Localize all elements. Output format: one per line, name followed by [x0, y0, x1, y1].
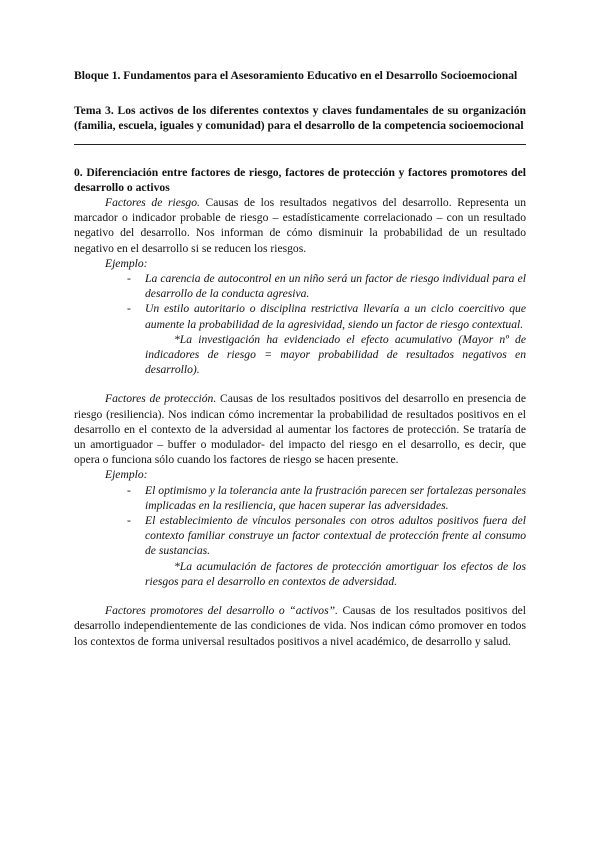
list-item — [74, 513, 526, 559]
promoters-text: Causas de los resultados positivos del desarrollo independientemente de las condiciones de vida. Nos indican cómo promover en todos los contextos de forma universal resultados positivos a nivel académico, de desarrollo y salud. — [74, 604, 526, 648]
promoters-paragraph — [74, 603, 526, 649]
list-item — [74, 271, 526, 301]
risk-factors-paragraph — [74, 195, 526, 256]
bullet-dash: - — [127, 272, 131, 286]
section-title: 0. Diferenciación entre factores de riesgo, factores de protección y factores promotores del desarrollo o activos — [74, 165, 526, 194]
protection-example-label: Ejemplo: — [105, 468, 148, 482]
protection-example-list — [74, 483, 526, 559]
risk-example-label: Ejemplo: — [105, 256, 148, 270]
list-item — [74, 301, 526, 331]
risk-example-text: Un estilo autoritario o disciplina restrictiva llevaría a un ciclo coercitivo que aumente la probabilidad de la agresividad, siendo un factor de riesgo contextual. — [145, 302, 526, 331]
list-item — [74, 483, 526, 513]
protection-factors-paragraph — [74, 391, 526, 467]
title-divider — [74, 144, 526, 145]
protection-factors-term: Factores de protección. — [105, 392, 217, 406]
document-page — [74, 68, 526, 649]
risk-example-list — [74, 271, 526, 332]
risk-factors-text: Causas de los resultados negativos del desarrollo. Representa un marcador o indicador probable de riesgo – estadísticamente correlacionado – con un resultado negativo del desarrollo. Nos informan de cómo disminuir la probabilidad de un resultado negativo en el desarrollo si se reducen los riesgos. — [74, 196, 526, 255]
protection-example-text: El establecimiento de vínculos personales con otros adultos positivos fuera del contexto familiar construye un factor contextual de protección frente al consumo de sustancias. — [145, 514, 526, 558]
bullet-dash: - — [127, 302, 131, 316]
risk-example-text: La carencia de autocontrol en un niño será un factor de riesgo individual para el desarrollo de la conducta agresiva. — [145, 272, 526, 301]
bullet-dash: - — [127, 483, 131, 497]
promoters-term: Factores promotores del desarrollo o “activos”. — [105, 604, 338, 618]
bullet-dash: - — [127, 514, 131, 528]
risk-note: *La investigación ha evidenciado el efecto acumulativo (Mayor nº de indicadores de riesgo = mayor probabilidad de resultados negativos en desarrollo). — [145, 332, 526, 377]
protection-note: *La acumulación de factores de protección amortiguar los efectos de los riesgos para el desarrollo en contextos de adversidad. — [145, 559, 526, 588]
risk-factors-term: Factores de riesgo. — [105, 196, 200, 210]
protection-example-text: El optimismo y la tolerancia ante la frustración parecen ser fortalezas personales implicadas en la resiliencia, que hacen superar las adversidades. — [145, 483, 526, 512]
block-title: Bloque 1. Fundamentos para el Asesoramiento Educativo en el Desarrollo Socioemocional — [74, 69, 518, 82]
protection-factors-text: Causas de los resultados positivos del desarrollo en presencia de riesgo (resiliencia). Nos indican cómo incrementar la probabilidad de resultados positivos en el desarrollo en el contexto de la adversidad al aumentar los factores de protección. Se trataría de un amortiguador – buffer o modulador- del impacto del riesgo en el desarrollo, es decir, que opera o funciona sólo cuando los factores de riesgo se hacen presente. — [74, 392, 526, 467]
topic-title: Tema 3. Los activos de los diferentes contextos y claves fundamentales de su organización (familia, escuela, iguales y comunidad) para el desarrollo de la competencia socioemocional — [74, 104, 526, 133]
